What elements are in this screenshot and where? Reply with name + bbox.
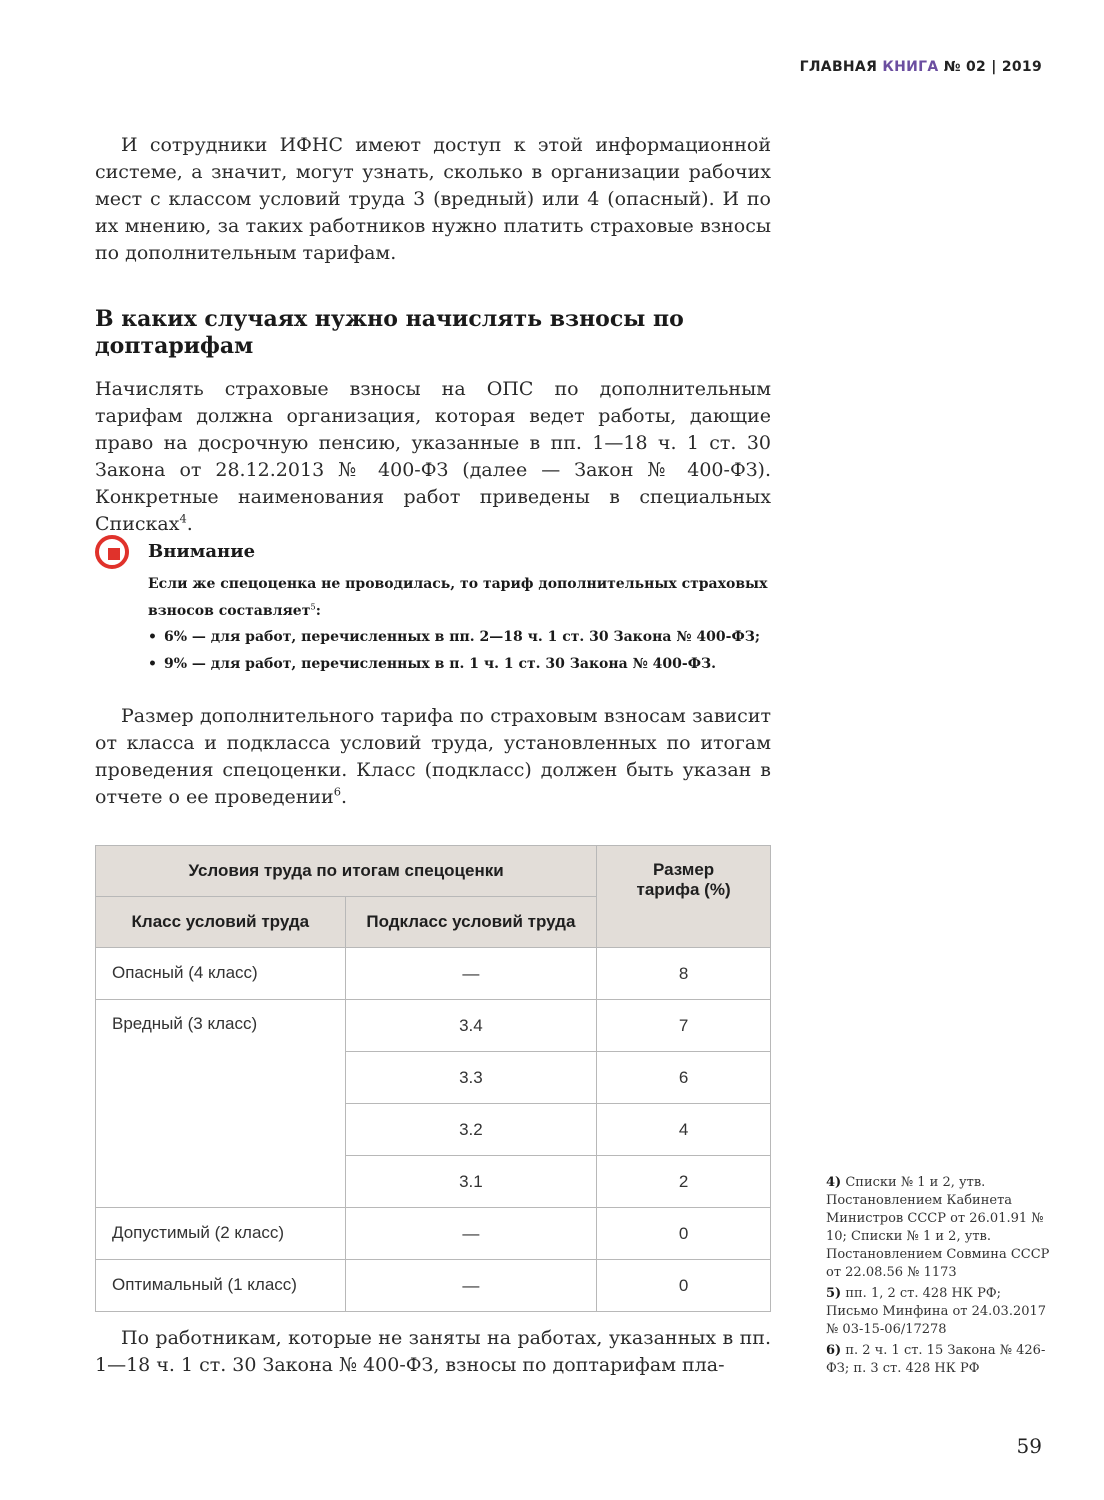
cell-rate: 4 <box>597 1104 771 1156</box>
header-group: Условия труда по итогам спецоценки <box>96 846 597 897</box>
footnote-4 <box>826 1174 1056 1282</box>
tariff-paragraph-text: Размер дополнительного тарифа по страховым взносам зависит от класса и подкласса условий труда, установленных по итогам проведения спецоценки. Класс (подкласс) должен быть указан в отчете о ее проведении <box>95 705 771 808</box>
cell-rate: 2 <box>597 1156 771 1208</box>
footnote-ref-6[interactable]: 6 <box>333 784 341 799</box>
closing-block <box>95 1325 771 1379</box>
tariff-table <box>95 845 771 1312</box>
attention-text: Если же спецоценка не проводилась, то тариф дополнительных страховых взносов составляет$^5$: <box>148 576 768 619</box>
footnote-number: 5) <box>826 1286 842 1301</box>
cell-rate: 0 <box>597 1208 771 1260</box>
attention-item: • 6% — для работ, перечисленных в пп. 2—18 ч. 1 ст. 30 Закона № 400-ФЗ; <box>148 624 760 651</box>
table-row <box>96 948 771 1000</box>
footnote-text: пп. 1, 2 ст. 428 НК РФ; Письмо Минфина от 24.03.2017 № 03-15-06/17278 <box>826 1286 1047 1337</box>
cell-subclass: — <box>345 1260 597 1312</box>
brand-part2: КНИГА <box>882 59 939 75</box>
footnote-5 <box>826 1285 1056 1339</box>
brand-part1: ГЛАВНАЯ <box>799 59 878 75</box>
cell-subclass: 3.2 <box>345 1104 597 1156</box>
intro-block <box>95 132 771 267</box>
page-number: 59 <box>1016 1434 1042 1458</box>
header-subclass: Подкласс условий труда <box>345 897 597 948</box>
header-rate: Размер тарифа (%) <box>597 846 771 948</box>
section-paragraph-text: Начислять страховые взносы на ОПС по дополнительным тарифам должна организация, которая ведет работы, дающие право на досрочную пенсию, указанные в пп. 1—18 ч. 1 ст. 30 Закона от 28.12.2013 № 400-ФЗ (далее — Закон № 400-ФЗ). Конкретные наименования работ приведены в специальных Списках <box>95 378 771 535</box>
attention-item: • 9% — для работ, перечисленных в п. 1 ч. 1 ст. 30 Закона № 400-ФЗ. <box>148 651 760 678</box>
footnote-number: 4) <box>826 1175 842 1190</box>
header-class: Класс условий труда <box>96 897 346 948</box>
attention-text-body: Если же спецоценка не проводилась, то тариф дополнительных страховых взносов составляет <box>148 576 768 619</box>
cell-class: Опасный (4 класс) <box>96 948 346 1000</box>
cell-subclass: 3.1 <box>345 1156 597 1208</box>
tariff-block <box>95 703 771 811</box>
footnote-text: Списки № 1 и 2, утв. Постановлением Кабинета Министров СССР от 26.01.91 № 10; Списки № 1 и 2, утв. Постановлением Совмина СССР от 22.08.56 № 1173 <box>826 1175 1050 1280</box>
cell-subclass: 3.3 <box>345 1052 597 1104</box>
cell-subclass: — <box>345 1208 597 1260</box>
cell-subclass: 3.4 <box>345 1000 597 1052</box>
cell-rate: 8 <box>597 948 771 1000</box>
section-block <box>95 376 771 538</box>
intro-paragraph: И сотрудники ИФНС имеют доступ к этой информационной системе, а значит, могут узнать, сколько в организации рабочих мест с классом условий труда 3 (вредный) или 4 (опасный). И по их мнению, за таких работников нужно платить страховые взносы по дополнительным тарифам. <box>95 134 771 264</box>
section-heading-block <box>95 306 695 360</box>
stop-icon <box>95 535 129 569</box>
table-header-row <box>96 846 771 897</box>
footnote-ref-5[interactable]: 5 <box>310 601 316 612</box>
section-paragraph: Начислять страховые взносы на ОПС по дополнительным тарифам должна организация, которая ведет работы, дающие право на досрочную пенсию, указанные в пп. 1—18 ч. 1 ст. 30 Закона от 28.12.2013 № 400-ФЗ (далее — Закон № 400-ФЗ). Конкретные наименования работ приведены в специальных Списках$^4$. <box>95 378 771 535</box>
cell-subclass: — <box>345 948 597 1000</box>
footnote-text: п. 2 ч. 1 ст. 15 Закона № 426-ФЗ; п. 3 ст. 428 НК РФ <box>826 1343 1046 1376</box>
running-header <box>800 59 1042 75</box>
footnote-number: 6) <box>826 1343 842 1358</box>
footnote-ref-4[interactable]: 4 <box>179 511 187 526</box>
table-row <box>96 1000 771 1052</box>
closing-paragraph: По работникам, которые не заняты на работах, указанных в пп. 1—18 ч. 1 ст. 30 Закона № 400-ФЗ, взносы по доптарифам пла- <box>95 1327 771 1376</box>
table-row <box>96 1208 771 1260</box>
tariff-paragraph: Размер дополнительного тарифа по страховым взносам зависит от класса и подкласса условий труда, установленных по итогам проведения спецоценки. Класс (подкласс) должен быть указан в отчете о ее проведении$^6$. <box>95 705 771 808</box>
cell-rate: 7 <box>597 1000 771 1052</box>
table-row <box>96 1260 771 1312</box>
cell-class: Оптимальный (1 класс) <box>96 1260 346 1312</box>
issue-number: № 02 | 2019 <box>943 59 1042 75</box>
cell-rate: 6 <box>597 1052 771 1104</box>
footnotes <box>826 1174 1056 1381</box>
footnote-6 <box>826 1342 1056 1378</box>
cell-class: Допустимый (2 класс) <box>96 1208 346 1260</box>
attention-title: Внимание <box>148 541 256 562</box>
attention-list <box>163 624 760 678</box>
cell-class: Вредный (3 класс) <box>96 1000 346 1208</box>
cell-rate: 0 <box>597 1260 771 1312</box>
section-heading: В каких случаях нужно начислять взносы по доптарифам <box>95 306 684 359</box>
